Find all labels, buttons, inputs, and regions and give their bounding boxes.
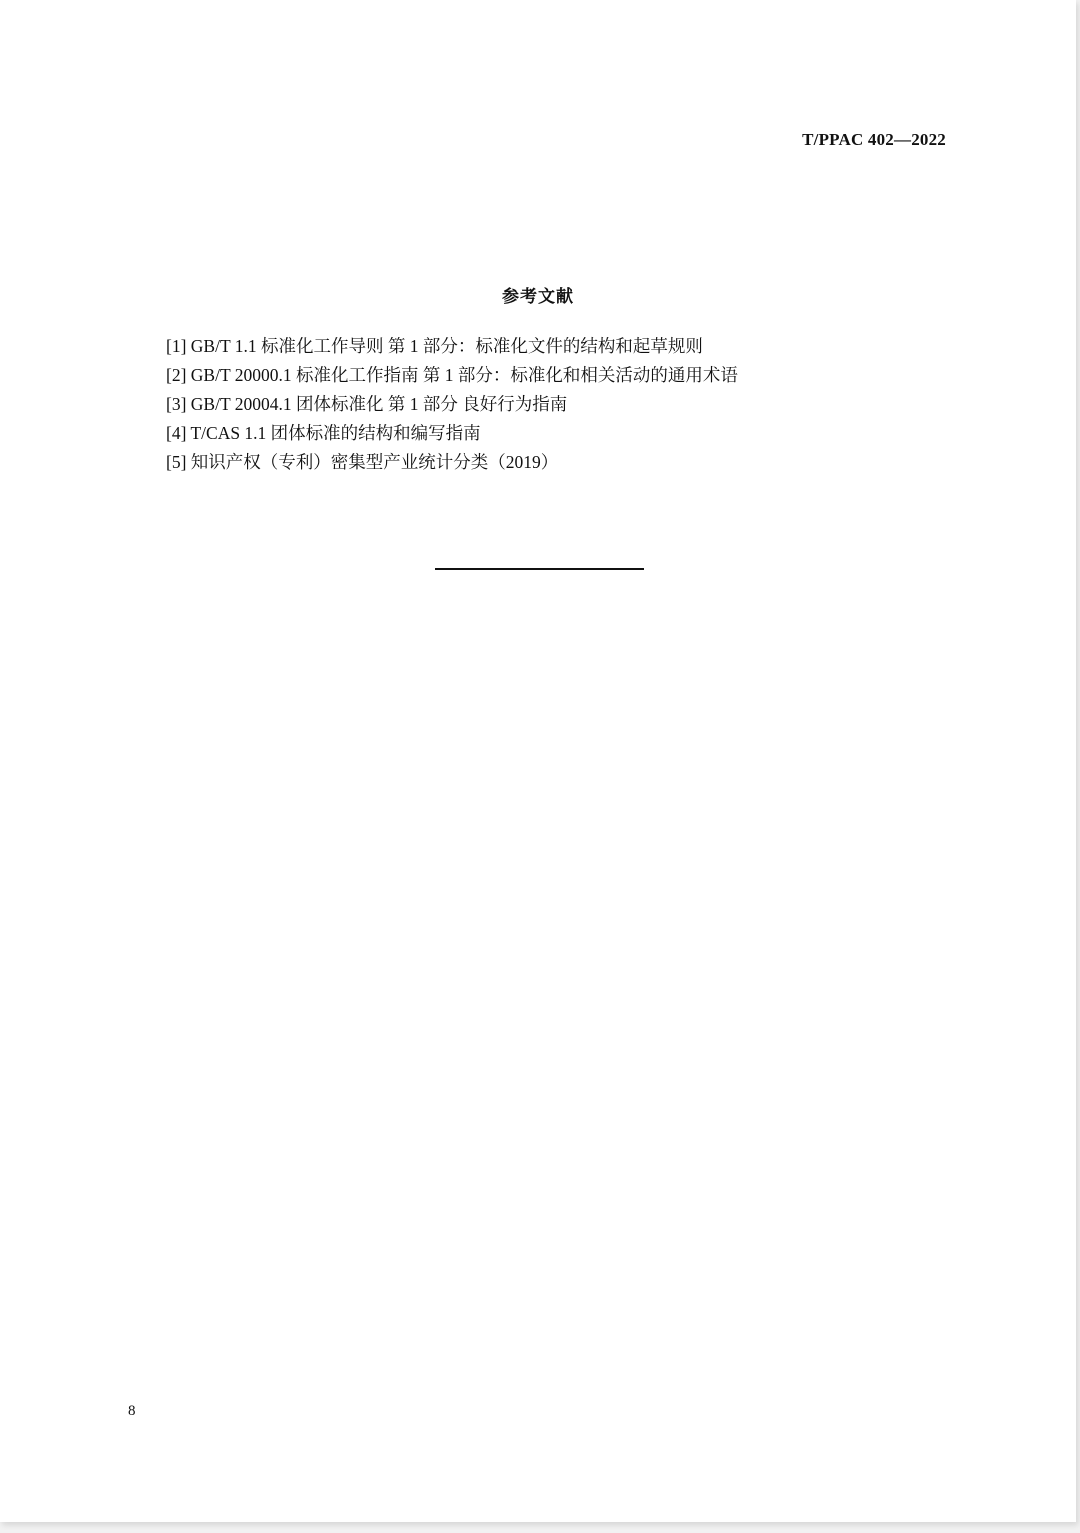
page-number: 8 — [128, 1403, 136, 1419]
standard-code: T/PPAC 402—2022 — [802, 130, 946, 149]
end-divider — [435, 568, 644, 570]
reference-item: [1] GB/T 1.1 标准化工作导则 第 1 部分：标准化文件的结构和起草规则 — [166, 336, 703, 356]
references-list — [166, 332, 738, 477]
reference-item: [3] GB/T 20004.1 团体标准化 第 1 部分 良好行为指南 — [166, 394, 568, 414]
reference-item: [2] GB/T 20000.1 标准化工作指南 第 1 部分：标准化和相关活动的通用术语 — [166, 365, 738, 385]
reference-item: [4] T/CAS 1.1 团体标准的结构和编写指南 — [166, 423, 481, 443]
reference-item: [5] 知识产权（专利）密集型产业统计分类（2019） — [166, 452, 559, 472]
references-heading: 参考文献 — [502, 287, 574, 307]
